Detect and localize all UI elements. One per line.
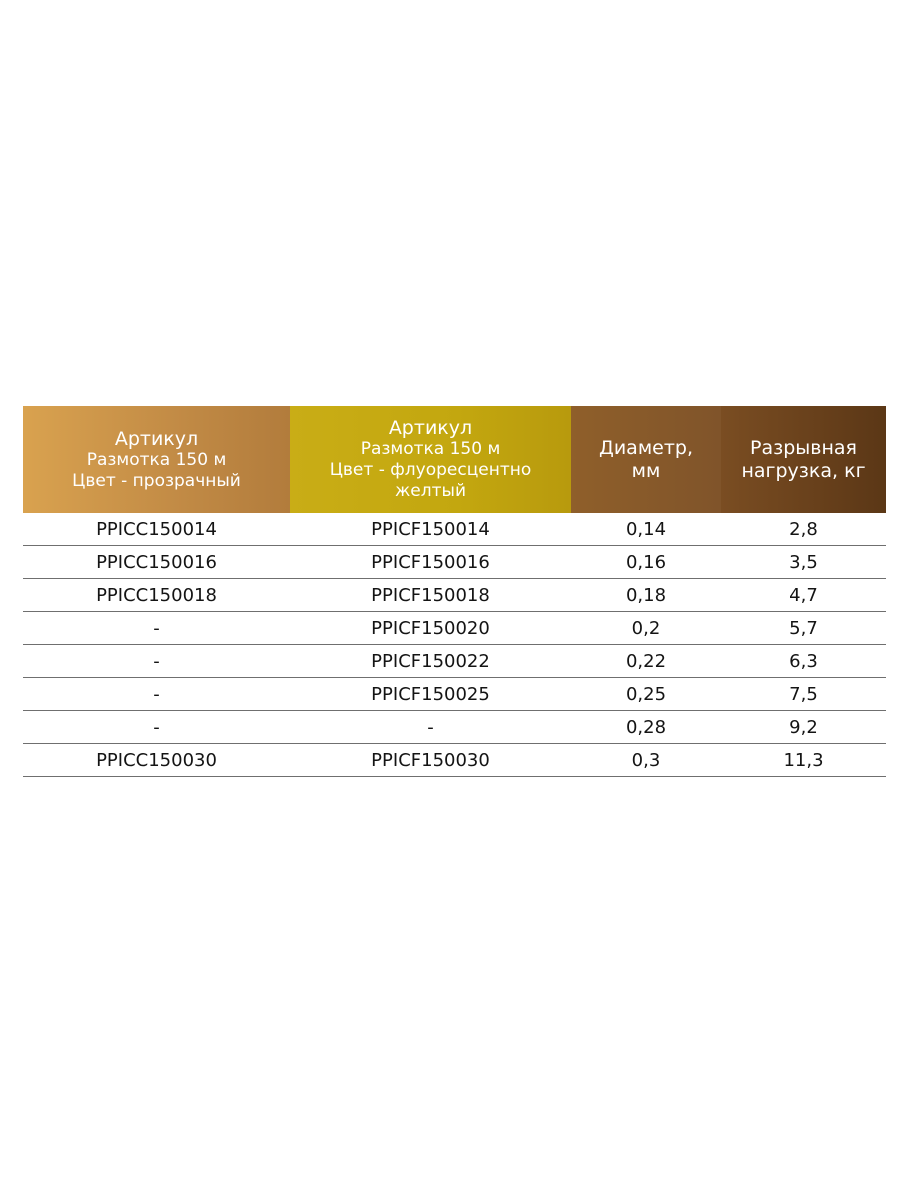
cell-article-fluo: PPICF150025: [371, 683, 490, 705]
cell-diameter: 0,18: [625, 584, 667, 606]
header-breaking-load-label: Разрывная: [750, 436, 857, 459]
cell-breaking-load: 7,5: [789, 683, 818, 705]
cell-article-fluo: PPICF150020: [371, 617, 490, 639]
cell-article-clear: PPICC150018: [96, 584, 217, 606]
table-row: [23, 513, 886, 546]
table-row: [23, 579, 886, 612]
header-article-clear-spool: Размотка 150 м: [86, 449, 227, 470]
cell-article-clear: -: [153, 650, 160, 672]
cell-breaking-load: 3,5: [789, 551, 818, 573]
cell-article-clear: PPICC150030: [96, 749, 217, 771]
header-article-clear: [23, 406, 290, 513]
cell-article-fluo: PPICF150014: [371, 518, 490, 540]
table-row: [23, 744, 886, 777]
cell-diameter: 0,2: [631, 617, 661, 639]
cell-breaking-load: 5,7: [789, 617, 818, 639]
cell-article-fluo: PPICF150022: [371, 650, 490, 672]
cell-article-clear: -: [153, 716, 160, 738]
header-article-clear-title: Артикул: [114, 427, 199, 450]
cell-article-fluo: PPICF150030: [371, 749, 490, 771]
header-diameter-label: Диаметр,: [598, 436, 694, 459]
cell-diameter: 0,14: [625, 518, 667, 540]
table-row: [23, 546, 886, 579]
cell-diameter: 0,28: [625, 716, 667, 738]
header-article-clear-color: Цвет - прозрачный: [72, 470, 241, 491]
cell-article-fluo: PPICF150016: [371, 551, 490, 573]
header-diameter: [571, 406, 721, 513]
cell-diameter: 0,22: [625, 650, 667, 672]
cell-article-clear: PPICC150016: [96, 551, 217, 573]
cell-breaking-load: 9,2: [789, 716, 818, 738]
cell-article-fluo: PPICF150018: [371, 584, 490, 606]
cell-diameter: 0,3: [631, 749, 661, 771]
header-article-fluo-color-cont: желтый: [394, 481, 466, 501]
table-body: [23, 513, 886, 777]
table-row: [23, 612, 886, 645]
cell-diameter: 0,16: [625, 551, 667, 573]
table-header: [23, 406, 886, 513]
spec-table: [23, 406, 886, 777]
cell-article-fluo: -: [427, 716, 434, 738]
cell-diameter: 0,25: [625, 683, 667, 705]
cell-article-clear: -: [153, 683, 160, 705]
cell-breaking-load: 6,3: [789, 650, 818, 672]
cell-breaking-load: 11,3: [783, 749, 824, 771]
table-row: [23, 711, 886, 744]
header-breaking-load-unit: нагрузка, кг: [741, 459, 866, 482]
header-breaking-load: [721, 406, 886, 513]
cell-breaking-load: 4,7: [789, 584, 818, 606]
header-article-fluo: [290, 406, 571, 513]
header-article-fluo-spool: Размотка 150 м: [360, 439, 501, 459]
cell-breaking-load: 2,8: [789, 518, 818, 540]
table-row: [23, 678, 886, 711]
cell-article-clear: PPICC150014: [96, 518, 217, 540]
table-row: [23, 645, 886, 678]
header-article-fluo-color: Цвет - флуоресцентно: [329, 460, 532, 480]
cell-article-clear: -: [153, 617, 160, 639]
header-diameter-unit: мм: [631, 459, 661, 482]
header-article-fluo-title: Артикул: [388, 417, 473, 439]
